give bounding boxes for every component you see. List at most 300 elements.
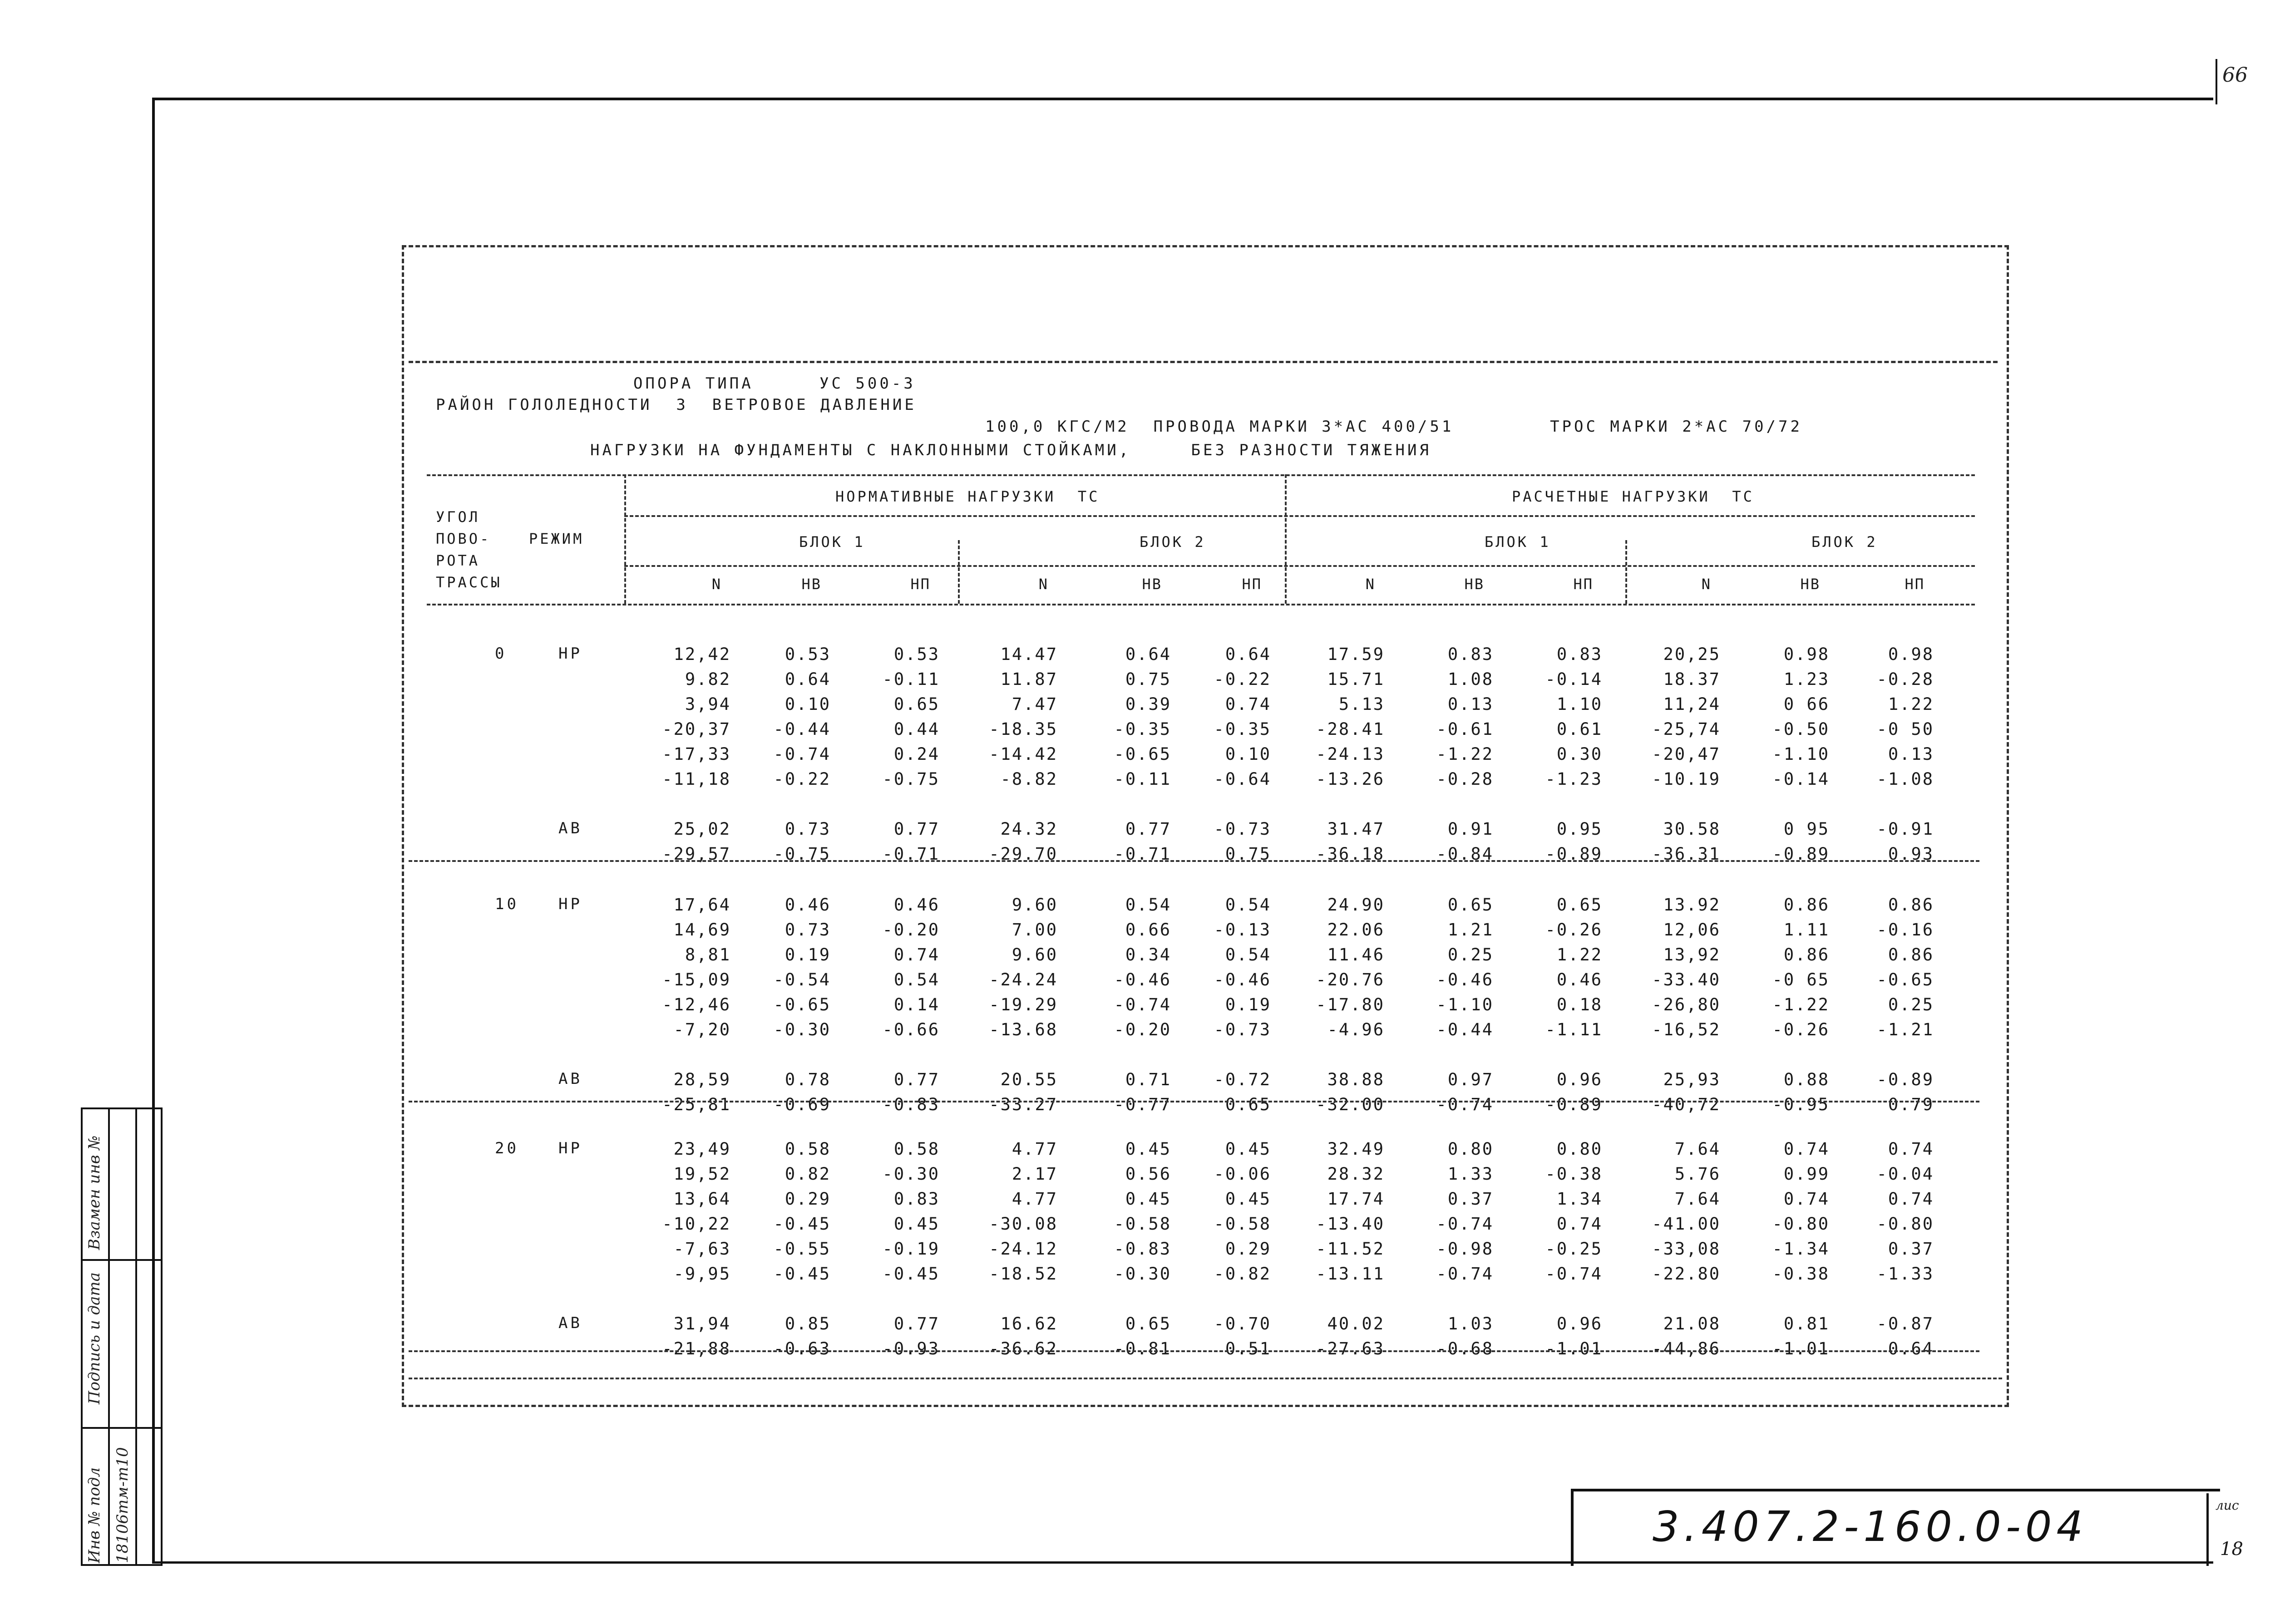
table-cell: 1.22 [1556,945,1603,965]
table-cell: 1.10 [1556,694,1603,714]
header-col-sep-3 [958,540,960,604]
table-cell: -24.13 [1316,744,1385,764]
mode-np-label: НР [558,1139,582,1157]
table-cell: 0.56 [1125,1164,1171,1184]
table-cell: 0.37 [1447,1189,1494,1209]
table-cell: 11.46 [1327,945,1385,965]
table-cell: 0.86 [1888,895,1934,915]
table-cell: -0.69 [773,1095,831,1114]
document-code: 3.407.2-160.0-04 [1653,1502,2087,1551]
table-cell: -0 50 [1876,719,1934,739]
table-cell: -1.08 [1876,769,1934,789]
table-cell: 0.30 [1556,744,1603,764]
table-cell: -7,20 [673,1020,731,1039]
table-cell: 9.60 [1012,895,1058,915]
page-number: 66 [2222,64,2248,87]
table-cell: -15,09 [662,970,731,989]
table-cell: 0.74 [893,945,940,965]
table-cell: 0.83 [1447,645,1494,664]
table-cell: -24.12 [989,1239,1058,1259]
table-cell: -0.45 [773,1264,831,1284]
table-cell: 0.78 [785,1070,831,1089]
table-cell: 0.13 [1447,694,1494,714]
table-cell: 17,64 [673,895,731,915]
table-cell: -0.45 [882,1264,940,1284]
table-cell: -0.70 [1214,1314,1271,1334]
table-cell: 0.73 [785,819,831,839]
table-cell: -0.95 [1772,1095,1830,1114]
stamp-signature-label: Подпись и дата [85,1272,104,1404]
table-cell: -20.76 [1316,970,1385,989]
table-cell: -0.58 [1214,1214,1271,1234]
table-cell: -14.42 [989,744,1058,764]
subheader-cell: N [1365,576,1376,593]
table-cell: 1.33 [1447,1164,1494,1184]
table-cell: 0.82 [785,1164,831,1184]
table-cell: 0.71 [1125,1070,1171,1089]
table-cell: -40,72 [1652,1095,1721,1114]
table-cell: -0.30 [882,1164,940,1184]
table-cell: -0.89 [1545,1095,1603,1114]
table-cell: -0.98 [1436,1239,1494,1259]
table-cell: -0.75 [773,844,831,864]
table-cell: -1.11 [1545,1020,1603,1039]
table-cell: -0.13 [1214,920,1271,940]
table-cell: 1.11 [1783,920,1830,940]
table-cell: 0.86 [1783,895,1830,915]
header-rule-mid [624,515,1975,517]
table-cell: 0.58 [785,1139,831,1159]
table-cell: -0.89 [1876,1070,1934,1089]
table-cell: 0.96 [1556,1070,1603,1089]
header-col-sep-4 [1625,540,1627,604]
angle-label-1: УГОЛ [436,508,480,526]
table-cell: 0.58 [893,1139,940,1159]
table-cell: 0.74 [1225,694,1271,714]
table-cell: 0.77 [1125,819,1171,839]
table-cell: 0.64 [785,669,831,689]
table-cell: -44,86 [1652,1339,1721,1358]
angle-value: 0 [495,645,507,663]
table-cell: 17.74 [1327,1189,1385,1209]
table-cell: -0.73 [1214,1020,1271,1039]
table-cell: 38.88 [1327,1070,1385,1089]
table-cell: 0.86 [1888,945,1934,965]
table-cell: -0.20 [882,920,940,940]
group-separator-2 [409,1101,1979,1102]
table-cell: -0.74 [1436,1264,1494,1284]
subheader-cell: НВ [1464,576,1485,593]
stamp-cell-divider-1 [83,1259,161,1261]
table-cell: 7.64 [1674,1189,1721,1209]
table-cell: -0.46 [1114,970,1171,989]
table-cell: 23,49 [673,1139,731,1159]
mode-av-label: АВ [558,1314,582,1332]
table-cell: -18.52 [989,1264,1058,1284]
table-cell: -26,80 [1652,995,1721,1014]
table-cell: 0.18 [1556,995,1603,1014]
table-cell: 0.46 [893,895,940,915]
table-cell: -0 65 [1772,970,1830,989]
table-cell: -0.50 [1772,719,1830,739]
table-cell: 0.65 [1125,1314,1171,1334]
table-cell: 7.64 [1674,1139,1721,1159]
table-cell: -0.74 [1436,1214,1494,1234]
table-cell: -0.74 [1436,1095,1494,1114]
table-cell: -41.00 [1652,1214,1721,1234]
table-cell: 1.21 [1447,920,1494,940]
mode-label: РЕЖИМ [529,530,584,547]
table-cell: -0.14 [1545,669,1603,689]
table-cell: -0.22 [1214,669,1271,689]
table-cell: 0.54 [893,970,940,989]
mode-av-label: АВ [558,819,582,837]
table-cell: 24.32 [1000,819,1058,839]
table-cell: 0.46 [785,895,831,915]
table-cell: 0.29 [1225,1239,1271,1259]
table-cell: -1.10 [1436,995,1494,1014]
table-cell: -1.33 [1876,1264,1934,1284]
table-cell: -0.44 [1436,1020,1494,1039]
normative-loads-title: НОРМАТИВНЫЕ НАГРУЗКИ ТС [835,488,1100,505]
table-cell: 0.75 [1225,844,1271,864]
table-cell: 22.06 [1327,920,1385,940]
table-cell: 5.13 [1338,694,1385,714]
header-ice-wind: РАЙОН ГОЛОЛЕДНОСТИ 3 ВЕТРОВОЕ ДАВЛЕНИЕ [436,396,917,414]
design-loads-title: РАСЧЕТНЫЕ НАГРУЗКИ ТС [1512,488,1754,505]
design-block1-label: БЛОК 1 [1485,533,1551,551]
table-cell: -18.35 [989,719,1058,739]
table-cell: 0.10 [1225,744,1271,764]
table-cell: -0.19 [882,1239,940,1259]
table-cell: 24.90 [1327,895,1385,915]
table-cell: 25,02 [673,819,731,839]
table-cell: -0.74 [1114,995,1171,1014]
table-cell: 31,94 [673,1314,731,1334]
table-cell: -0.30 [1114,1264,1171,1284]
table-cell: -0.65 [1876,970,1934,989]
table-cell: 13.92 [1663,895,1721,915]
table-cell: 0.54 [1225,895,1271,915]
table-cell: -0.74 [1545,1264,1603,1284]
table-cell: -0.25 [1545,1239,1603,1259]
table-cell: -21,88 [662,1339,731,1358]
table-cell: -29.70 [989,844,1058,864]
table-cell: 9.60 [1012,945,1058,965]
table-cell: 0.53 [785,645,831,664]
stamp-inv-label: Инв № подл [85,1467,104,1563]
table-cell: -0.66 [882,1020,940,1039]
table-cell: -0.38 [1772,1264,1830,1284]
table-cell: -1.23 [1545,769,1603,789]
table-cell: 0.19 [1225,995,1271,1014]
table-cell: 0.74 [1783,1139,1830,1159]
sheet-label: лис [2216,1498,2239,1513]
table-cell: -33.27 [989,1095,1058,1114]
table-cell: 13,92 [1663,945,1721,965]
table-cell: 21.08 [1663,1314,1721,1334]
side-stamp [81,1107,163,1566]
table-cell: -0.65 [1114,744,1171,764]
support-type-label: ОПОРА ТИПА [633,374,754,393]
table-cell: -0.93 [882,1339,940,1358]
table-cell: 0 95 [1783,819,1830,839]
mode-av-label: АВ [558,1070,582,1088]
table-cell: 0.83 [1556,645,1603,664]
header-rule-sub [624,565,1975,567]
subheader-cell: НП [1573,576,1594,593]
subheader-cell: N [1038,576,1049,593]
stamp-cell-divider-2 [83,1427,161,1429]
table-cell: 25,93 [1663,1070,1721,1089]
subheader-cell: НВ [1142,576,1162,593]
subheader-cell: N [1701,576,1712,593]
table-cell: -0.84 [1436,844,1494,864]
table-cell: 0.51 [1225,1339,1271,1358]
table-cell: -25,81 [662,1095,731,1114]
table-cell: 1.08 [1447,669,1494,689]
table-cell: 0.64 [1888,1339,1934,1358]
table-cell: -0.04 [1876,1164,1934,1184]
table-cell: -4.96 [1327,1020,1385,1039]
table-cell: 1.03 [1447,1314,1494,1334]
page-number-rule [2216,59,2217,104]
header-rule-bottom [427,604,1975,605]
table-cell: -13.68 [989,1020,1058,1039]
table-cell: -20,37 [662,719,731,739]
table-cell: -0.58 [1114,1214,1171,1234]
table-cell: 0.44 [893,719,940,739]
stamp-inv-value: 18106тм-т10 [114,1447,132,1563]
table-cell: -17.80 [1316,995,1385,1014]
table-bottom-rule [409,1350,1979,1352]
table-cell: 30.58 [1663,819,1721,839]
table-cell: 4.77 [1012,1189,1058,1209]
angle-label-3: РОТА [436,552,480,569]
table-cell: -1.22 [1772,995,1830,1014]
table-cell: 0.65 [1556,895,1603,915]
table-cell: -0.64 [1214,769,1271,789]
table-cell: -1.01 [1545,1339,1603,1358]
table-cell: 7.47 [1012,694,1058,714]
table-cell: -0.26 [1772,1020,1830,1039]
normative-block1-label: БЛОК 1 [799,533,865,551]
table-cell: 16.62 [1000,1314,1058,1334]
table-cell: -36.18 [1316,844,1385,864]
table-cell: 0.34 [1125,945,1171,965]
table-cell: 0.98 [1783,645,1830,664]
table-cell: 0.46 [1556,970,1603,989]
table-cell: -1.22 [1436,744,1494,764]
table-cell: 14,69 [673,920,731,940]
table-cell: 12,42 [673,645,731,664]
table-cell: -0.82 [1214,1264,1271,1284]
table-cell: 31.47 [1327,819,1385,839]
table-cell: -12,46 [662,995,731,1014]
subheader-cell: НП [910,576,931,593]
table-cell: 0.75 [1125,669,1171,689]
table-cell: 0.74 [1783,1189,1830,1209]
table-cell: 0.85 [785,1314,831,1334]
table-cell: 0.65 [893,694,940,714]
table-cell: 14.47 [1000,645,1058,664]
table-cell: -0.72 [1214,1070,1271,1089]
table-cell: 0.74 [1888,1189,1934,1209]
table-cell: -32.00 [1316,1095,1385,1114]
table-cell: 0.80 [1447,1139,1494,1159]
table-cell: 0.91 [1447,819,1494,839]
table-cell: -33.40 [1652,970,1721,989]
table-cell: -0.35 [1214,719,1271,739]
table-cell: 18.37 [1663,669,1721,689]
table-cell: -0.83 [1114,1239,1171,1259]
table-cell: -0.16 [1876,920,1934,940]
table-cell: -0.28 [1436,769,1494,789]
table-cell: -0.11 [882,669,940,689]
subheader-cell: НП [1242,576,1262,593]
table-cell: 0.29 [785,1189,831,1209]
angle-value: 10 [495,895,519,913]
table-cell: 0.80 [1556,1139,1603,1159]
subheader-cell: НВ [1800,576,1821,593]
table-cell: -0.54 [773,970,831,989]
table-cell: -36.62 [989,1339,1058,1358]
table-cell: 0.45 [1125,1189,1171,1209]
subheader-cell: НВ [801,576,822,593]
angle-label-4: ТРАССЫ [436,574,502,591]
table-cell: 0.64 [1225,645,1271,664]
header-rule-top [427,474,1975,476]
table-cell: 20.55 [1000,1070,1058,1089]
table-cell: 0.83 [893,1189,940,1209]
table-cell: 1.22 [1888,694,1934,714]
table-cell: 0.37 [1888,1239,1934,1259]
table-cell: -1.34 [1772,1239,1830,1259]
table-cell: 0.86 [1783,945,1830,965]
table-cell: -0.63 [773,1339,831,1358]
table-cell: -1.01 [1772,1339,1830,1358]
table-cell: -11.52 [1316,1239,1385,1259]
table-cell: -24.24 [989,970,1058,989]
header-loads-title: НАГРУЗКИ НА ФУНДАМЕНТЫ С НАКЛОННЫМИ СТОЙКАМИ, БЕЗ РАЗНОСТИ ТЯЖЕНИЯ [590,441,1431,459]
table-cell: 0.45 [1125,1139,1171,1159]
table-cell: 0.95 [1556,819,1603,839]
table-cell: 0.54 [1225,945,1271,965]
table-cell: 17.59 [1327,645,1385,664]
table-cell: -29,57 [662,844,731,864]
table-cell: 0.74 [1888,1139,1934,1159]
table-cell: 19,52 [673,1164,731,1184]
table-cell: -0.74 [773,744,831,764]
table-cell: -27.63 [1316,1339,1385,1358]
table-cell: -13.11 [1316,1264,1385,1284]
table-cell: 12,06 [1663,920,1721,940]
table-cell: -0.89 [1772,844,1830,864]
table-cell: 0.25 [1888,995,1934,1014]
table-cell: 0 66 [1783,694,1830,714]
table-cell: 28,59 [673,1070,731,1089]
table-cell: -0.45 [773,1214,831,1234]
table-cell: -10.19 [1652,769,1721,789]
table-cell: -0.46 [1436,970,1494,989]
table-cell: 0.97 [1447,1070,1494,1089]
table-cell: -0.20 [1114,1020,1171,1039]
mode-np-label: НР [558,645,582,663]
table-cell: 0.99 [1783,1164,1830,1184]
table-cell: 3,94 [685,694,731,714]
table-cell: -0.77 [1114,1095,1171,1114]
table-cell: -0.80 [1772,1214,1830,1234]
normative-block2-label: БЛОК 2 [1140,533,1206,551]
table-cell: -0.55 [773,1239,831,1259]
table-cell: 2.17 [1012,1164,1058,1184]
table-cell: 0.73 [785,920,831,940]
table-cell: 0.25 [1447,945,1494,965]
table-cell: 11,24 [1663,694,1721,714]
table-cell: -0.44 [773,719,831,739]
table-cell: -25,74 [1652,719,1721,739]
table-cell: 0.54 [1125,895,1171,915]
table-cell: 0.13 [1888,744,1934,764]
table-cell: -13.26 [1316,769,1385,789]
table-cell: -0.06 [1214,1164,1271,1184]
table-cell: -0.38 [1545,1164,1603,1184]
table-cell: -17,33 [662,744,731,764]
table-cell: -19.29 [989,995,1058,1014]
table-cell: 0.10 [785,694,831,714]
table-cell: 40.02 [1327,1314,1385,1334]
support-type-value: УС 500-3 [819,374,916,393]
table-cell: -30.08 [989,1214,1058,1234]
table-cell: 20,25 [1663,645,1721,664]
table-cell: -0.83 [882,1095,940,1114]
table-cell: -0.61 [1436,719,1494,739]
table-cell: 28.32 [1327,1164,1385,1184]
table-cell: 0.39 [1125,694,1171,714]
angle-label-2: ПОВО- [436,530,491,547]
table-cell: -0.30 [773,1020,831,1039]
table-cell: 0.14 [893,995,940,1014]
table-cell: 32.49 [1327,1139,1385,1159]
table-cell: -28.41 [1316,719,1385,739]
table-cell: -1.21 [1876,1020,1934,1039]
table-cell: 15.71 [1327,669,1385,689]
table-cell: 0.19 [785,945,831,965]
table-cell: -0.46 [1214,970,1271,989]
subheader-cell: N [711,576,722,593]
mode-np-label: НР [558,895,582,913]
stamp-replaced-label: Взамен инв № [85,1135,104,1250]
table-cell: 13,64 [673,1189,731,1209]
table-cell: -7,63 [673,1239,731,1259]
table-cell: 0.64 [1125,645,1171,664]
table-cell: 0.65 [1225,1095,1271,1114]
table-cell: 1.34 [1556,1189,1603,1209]
table-cell: -11,18 [662,769,731,789]
table-cell: 1.23 [1783,669,1830,689]
table-cell: -0.22 [773,769,831,789]
table-cell: 4.77 [1012,1139,1058,1159]
table-cell: 0.74 [1556,1214,1603,1234]
table-cell: 9.82 [685,669,731,689]
table-cell: -0.71 [1114,844,1171,864]
table-cell: 0.45 [893,1214,940,1234]
table-cell: -0.75 [882,769,940,789]
table-cell: 0.61 [1556,719,1603,739]
table-cell: -33,08 [1652,1239,1721,1259]
table-cell: 0.53 [893,645,940,664]
table-cell: -0.89 [1545,844,1603,864]
